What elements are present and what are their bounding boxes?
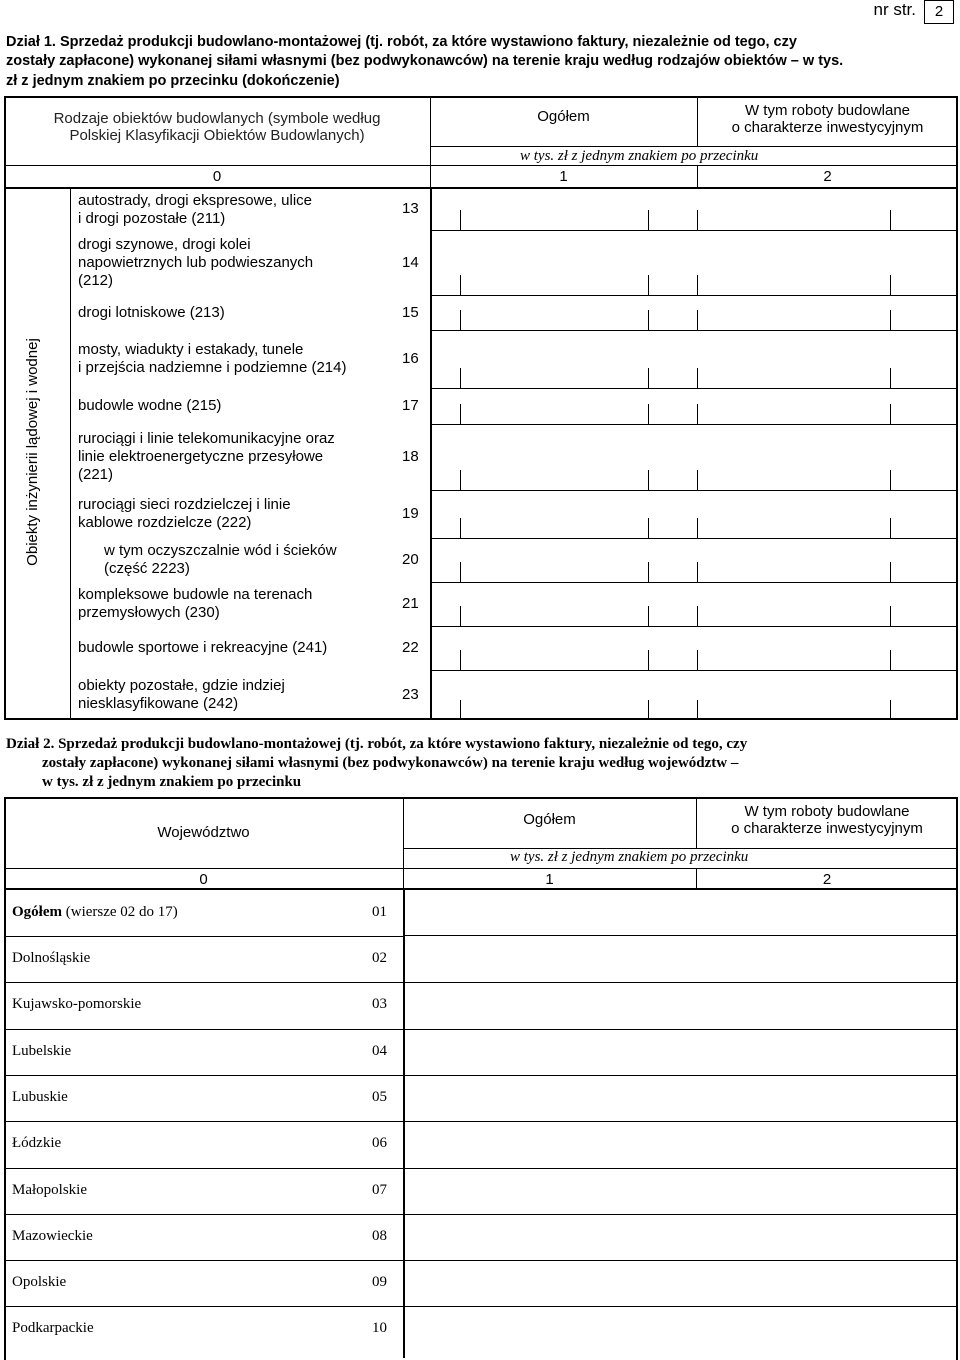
section1-value-cell[interactable]	[432, 230, 956, 294]
section2-value-cell[interactable]	[405, 1075, 956, 1120]
section2-col1-header: Ogółem	[523, 811, 576, 828]
section2-row-number: 10	[372, 1320, 387, 1337]
section2-col2-header: W tym roboty budowlane o charakterze inwestycyjnym	[731, 803, 923, 837]
section1-num2: 2	[823, 168, 832, 185]
page-number-label: nr str.	[873, 0, 916, 19]
section2-row-label: Mazowieckie	[12, 1227, 93, 1244]
section2-num1: 1	[545, 871, 554, 888]
section1-row-number: 21	[402, 595, 419, 612]
section1-row-label-line: napowietrznych lub podwieszanych	[78, 253, 314, 271]
section1-row-label-line: (212)	[78, 271, 114, 289]
section2-row-label: Opolskie	[12, 1274, 67, 1291]
section1-row-label	[78, 430, 392, 484]
section2-row-number: 08	[372, 1227, 387, 1244]
section1-row-number: 20	[402, 551, 419, 568]
section2-value-cell[interactable]	[405, 1029, 956, 1074]
section2-title	[6, 735, 956, 792]
section2-units: w tys. zł z jednym znakiem po przecinku	[510, 849, 749, 865]
section1-row-label	[78, 397, 392, 415]
section2-row-label: Lubuskie	[12, 1088, 68, 1105]
section2-row-label: Lubelskie	[12, 1042, 72, 1059]
section2-value-cell[interactable]	[405, 1121, 956, 1166]
section1-row-label-line: w tym oczyszczalnie wód i ścieków	[104, 542, 337, 559]
section2-col0-header: Województwo	[157, 824, 250, 841]
section2-row-number: 04	[372, 1042, 387, 1059]
section1-row-label-line: niesklasyfikowane (242)	[78, 695, 239, 712]
section1-row-label	[78, 586, 392, 622]
section1-row-label	[104, 542, 392, 578]
section1-row-label	[78, 341, 392, 377]
section2-row-number: 03	[372, 996, 387, 1013]
section2-title-line2: zostały zapłacone) wykonanej siłami własnymi (bez podwykonawców) na terenie kraju według województw –	[42, 755, 739, 771]
section1-title-line1: Dział 1. Sprzedaż produkcji budowlano-montażowej (tj. robót, za które wystawiono faktury, niezależnie od tego, czy	[6, 34, 797, 50]
section2-title-line3: w tys. zł z jednym znakiem po przecinku	[42, 774, 302, 790]
section1-title-line2: zostały zapłacone) wykonanej siłami własnymi (bez podwykonawców) na terenie kraju według rodzajów obiektów – w tys.	[6, 53, 844, 69]
section1-value-cell[interactable]	[432, 424, 956, 489]
section2-row-number: 05	[372, 1088, 387, 1105]
section1-row-number: 22	[402, 639, 419, 656]
section1-row-label	[78, 639, 392, 657]
section1-units: w tys. zł z jednym znakiem po przecinku	[520, 148, 759, 164]
section1-row-label	[78, 236, 392, 290]
section2-total-no: 01	[372, 904, 387, 920]
section2-total-value-cell[interactable]	[405, 890, 956, 934]
section1-row-number: 14	[402, 253, 419, 271]
section1-value-cell[interactable]	[432, 626, 956, 669]
section2-total-label: Ogółem (wiersze 02 do 17)	[12, 904, 178, 920]
section2-value-cell[interactable]	[405, 1168, 956, 1213]
section1-col0-header: Rodzaje obiektów budowlanych (symbole według Polskiej Klasyfikacji Obiektów Budowlanych)	[53, 110, 381, 144]
section1-row-label-line: rurociągi sieci rozdzielczej i linie	[78, 496, 291, 513]
section2-row-number: 09	[372, 1274, 387, 1291]
section1-num1: 1	[559, 168, 568, 185]
section2-value-cell[interactable]	[405, 936, 956, 981]
section1-value-cell[interactable]	[432, 330, 956, 387]
section1-row-label	[78, 496, 392, 532]
section1-row-label-line: autostrady, drogi ekspresowe, ulice	[78, 192, 313, 209]
section2-row-number: 02	[372, 950, 387, 966]
section2-num2: 2	[822, 871, 832, 888]
section1-row-label-line: (221)	[78, 466, 114, 483]
section2-row-label: Łódzkie	[12, 1135, 62, 1152]
section2-num0: 0	[199, 871, 208, 888]
section1-value-cell[interactable]	[432, 490, 956, 537]
section1-row-label-line: kablowe rozdzielcze (222)	[78, 514, 252, 531]
section2-title-line1: Dział 2. Sprzedaż produkcji budowlano-montażowej (tj. robót, za które wystawiono faktury, niezależnie od tego, czy	[6, 736, 748, 752]
section1-col2-header: W tym roboty budowlane o charakterze inwestycyjnym	[731, 102, 924, 136]
section1-row-label-line: przemysłowych (230)	[78, 604, 220, 621]
section2-value-cell[interactable]	[405, 1214, 956, 1259]
section1-row-label-line: mosty, wiadukty i estakady, tunele	[78, 341, 304, 358]
section2-row-label: Dolnośląskie	[12, 950, 91, 966]
page-number-box: 2	[924, 0, 954, 24]
section1-row-number: 23	[402, 686, 419, 703]
section1-value-cell[interactable]	[432, 295, 956, 329]
section1-row-label-line: budowle wodne (215)	[78, 397, 222, 414]
section1-num0: 0	[212, 168, 222, 185]
section1-row-label-line: obiekty pozostałe, gdzie indziej	[78, 677, 285, 694]
section1-row-label-line: drogi szynowe, drogi kolei	[78, 235, 251, 253]
section1-value-cell[interactable]	[432, 538, 956, 581]
section1-row-label	[78, 304, 392, 322]
section1-value-cell[interactable]	[432, 388, 956, 423]
section1-group-label: Obiekty inżynierii lądowej i wodnej	[24, 338, 41, 566]
section1-row-label	[78, 192, 392, 228]
section1-row-label-line: budowle sportowe i rekreacyjne (241)	[78, 639, 328, 656]
section2-value-cell[interactable]	[405, 982, 956, 1027]
section1-row-number: 18	[402, 448, 419, 465]
section1-value-cell[interactable]	[432, 670, 956, 719]
section1-row-number: 19	[402, 505, 419, 522]
section1-col1-header: Ogółem	[537, 108, 590, 125]
section1-row-label-line: rurociągi i linie telekomunikacyjne oraz	[78, 430, 335, 447]
section2-row-label: Podkarpackie	[12, 1320, 94, 1337]
section1-row-label-line: drogi lotniskowe (213)	[78, 303, 225, 321]
section1-row-label-line: (część 2223)	[104, 560, 190, 577]
section1-row-label-line: i przejścia nadziemne i podziemne (214)	[78, 359, 347, 376]
section1-row-label-line: kompleksowe budowle na terenach	[78, 586, 313, 603]
section2-row-label: Kujawsko-pomorskie	[12, 996, 142, 1013]
section1-row-label-line: linie elektroenergetyczne przesyłowe	[78, 448, 324, 465]
section1-row-number: 15	[402, 303, 419, 321]
section1-row-label	[78, 677, 392, 713]
section2-value-cell[interactable]	[405, 1306, 956, 1351]
section2-value-cell[interactable]	[405, 1260, 956, 1305]
section1-title-line3: zł z jednym znakiem po przecinku (dokończenie)	[6, 73, 340, 89]
section2-row-number: 06	[372, 1135, 387, 1152]
section2-row-label: Małopolskie	[12, 1181, 87, 1198]
section1-row-number: 16	[402, 350, 419, 367]
section2-row-number: 07	[372, 1181, 387, 1198]
section1-value-cell[interactable]	[432, 188, 956, 229]
section1-value-cell[interactable]	[432, 582, 956, 625]
section1-row-number: 17	[402, 397, 419, 414]
section1-row-number: 13	[402, 200, 419, 217]
section1-row-label-line: i drogi pozostałe (211)	[78, 210, 226, 227]
page-number	[873, 0, 954, 24]
